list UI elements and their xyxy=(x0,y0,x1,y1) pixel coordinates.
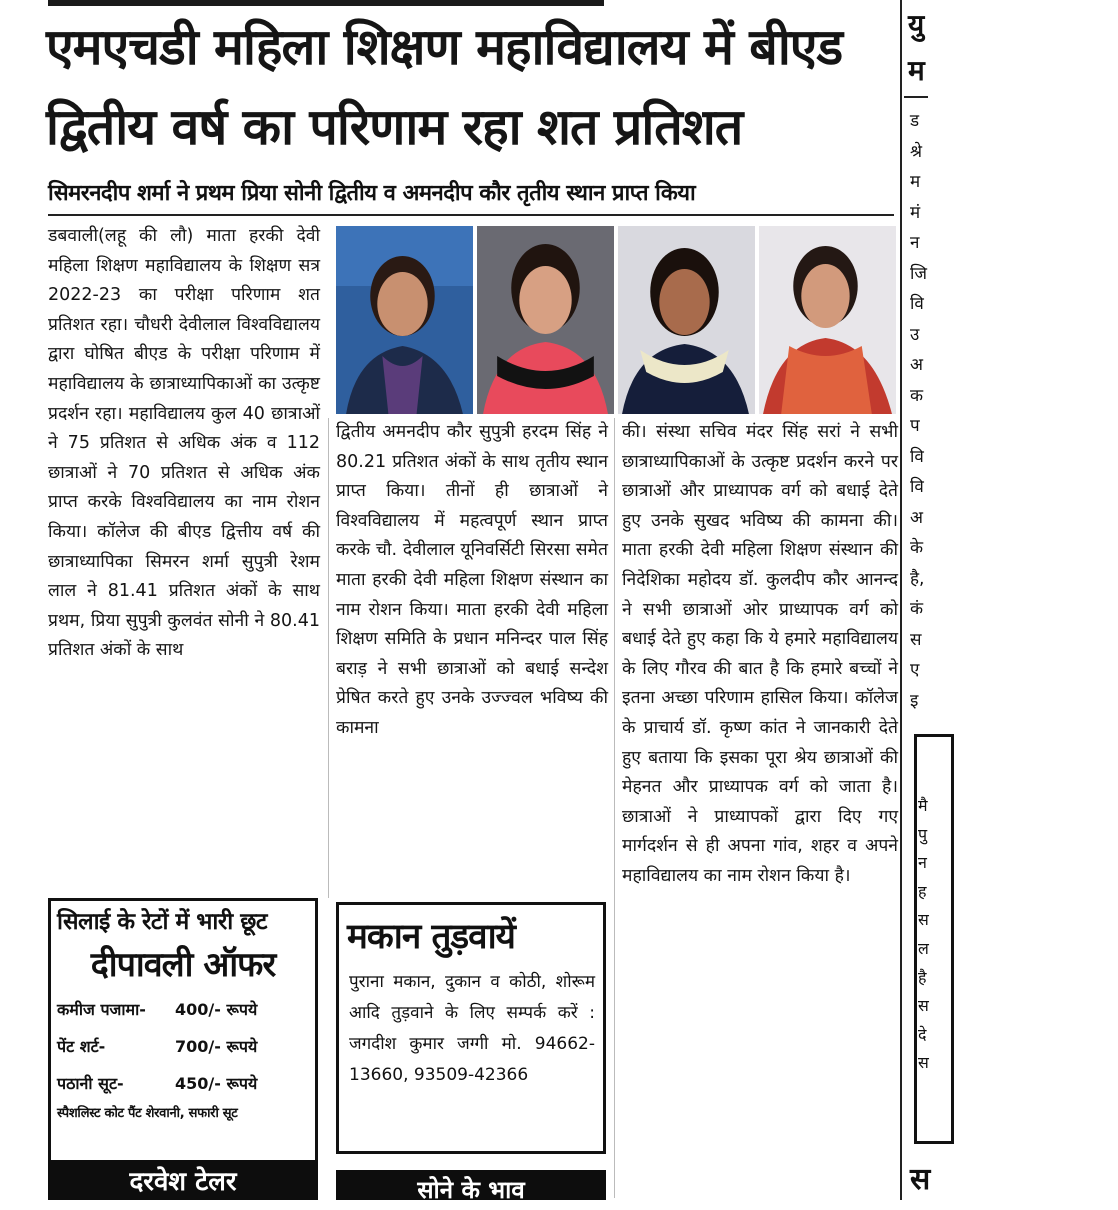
tailor-price-item: पठानी सूट- xyxy=(57,1074,124,1093)
adjacent-article-fragment xyxy=(900,0,931,1200)
column-divider-2 xyxy=(614,418,615,1198)
tailor-price-value: 400/- रूपये xyxy=(175,1000,258,1019)
tailor-price-row xyxy=(57,991,309,1028)
tailor-price-row xyxy=(57,1028,309,1065)
student-photos xyxy=(336,226,896,414)
tailor-ad-discount-line: सिलाई के रेटों में भारी छूट xyxy=(57,909,267,935)
tailor-ad-specialist-line: स्पैशलिस्ट कोट पैंट शेरवानी, सफारी सूट xyxy=(57,1106,238,1121)
column-divider-1 xyxy=(328,418,329,898)
adjacent-boxed-text-fragment: मै पु न ह स ल है स दे स xyxy=(918,796,929,1073)
adjacent-column-rule xyxy=(900,0,902,1200)
headline-line-2: द्वितीय वर्ष का परिणाम रहा शत प्रतिशत xyxy=(46,98,743,156)
article-column-2: द्वितीय अमनदीप कौर सुपुत्री हरदम सिंह ने 80.21 प्रतिशत अंकों के साथ तृतीय स्थान प्राप्त किया। तीनों ही छात्राओं ने विश्वविद्यालय में महत्वपूर्ण स्थान प्राप्त करके चौ. देवीलाल यूनिवर्सिटी सिरसा समेत माता हरकी देवी महिला शिक्षण संस्थान का नाम रोशन किया। माता हरकी देवी महिला शिक्षण समिति के प्रधान मनिन्दर पाल सिंह बराड़ ने सभी छात्राओं को बधाई सन्देश प्रेषित करते हुए उनके उज्ज्वल भविष्य की कामना xyxy=(336,422,608,738)
adjacent-headline-fragment-1: यु xyxy=(908,8,925,41)
tailor-price-value: 450/- रूपये xyxy=(175,1074,258,1093)
tailor-shop-name: दरवेश टेलर xyxy=(48,1160,318,1200)
demolition-advertisement xyxy=(336,902,606,1154)
tailor-price-item: पेंट शर्ट- xyxy=(57,1037,106,1056)
subheadline: सिमरनदीप शर्मा ने प्रथम प्रिया सोनी द्वितीय व अमनदीप कौर तृतीय स्थान प्राप्त किया xyxy=(48,181,696,206)
adjacent-bottom-heading-fragment: स xyxy=(910,1162,931,1197)
subheadline-rule xyxy=(48,214,894,216)
student-photo-simrandeep xyxy=(336,226,473,414)
article-column-1: डबवाली(लहू की लौ) माता हरकी देवी महिला शिक्षण महाविद्यालय के शिक्षण सत्र 2022-23 का परीक्षा परिणाम शत प्रतिशत रहा। चौधरी देवीलाल विश्वविद्यालय द्वारा घोषित बीएड के परीक्षा परिणाम में महाविद्यालय के छात्राध्यापिकाओं का उत्कृष्ट प्रदर्शन रहा। महाविद्यालय कुल 40 छात्राओं ने 75 प्रतिशत से अधिक अंक व 112 छात्राओं ने 70 प्रतिशत से अधिक अंक प्राप्त करके विश्वविद्यालय का नाम रोशन किया। कॉलेज की बीएड द्वित्तीय वर्ष की छात्राध्यापिका सिमरन शर्मा सुपुत्री रेशम लाल ने 81.41 प्रतिशत अंकों के साथ प्रथम, प्रिया सुपुत्री कुलवंत सोनी ने 80.41 प्रतिशत अंकों के साथ xyxy=(48,226,320,661)
demolition-ad-body: पुराना मकान, दुकान व कोठी, शोरूम आदि तुड़वाने के लिए सम्पर्क करें : जगदीश कुमार जग्गी मो. 94662-13660, 93509-42366 xyxy=(349,972,595,1085)
tailor-ad-offer-title: दीपावली ऑफर xyxy=(90,945,276,985)
student-photo-amandeep xyxy=(618,226,755,414)
tailor-advertisement xyxy=(48,898,318,1200)
headline-line-1: एमएचडी महिला शिक्षण महाविद्यालय में बीएड xyxy=(46,18,843,76)
demolition-ad-title: मकान तुड़वायें xyxy=(347,917,515,957)
tailor-price-item: कमीज पजामा- xyxy=(57,1000,146,1019)
adjacent-text-fragment: ड श्रे म मं न जि वि उ अ क प वि वि अ के है, कं स ए इ xyxy=(910,111,928,711)
gold-price-heading: सोने के भाव xyxy=(336,1170,606,1200)
top-rule xyxy=(48,0,604,6)
article-column-3: की। संस्था सचिव मंदर सिंह सरां ने सभी छात्राध्यापिकाओं के उत्कृष्ट प्रदर्शन करने पर छात्राओं और प्राध्यापक वर्ग को बधाई देते हुए उनके सुखद भविष्य की कामना की। माता हरकी देवी महिला शिक्षण संस्थान की निदेशिका महोदय डॉ. कुलदीप कौर आनन्द ने सभी छात्राओं ओर प्राध्यापक वर्ग को बधाई देते हुए कहा कि ये हमारे महाविद्यालय के लिए गौरव की बात है कि हमारे बच्चों ने इतना अच्छा परिणाम हासिल किया। कॉलेज के प्राचार्य डॉ. कृष्ण कांत ने जानकारी देते हुए बताया कि इसका पूरा श्रेय छात्राओं की मेहनत और प्राध्यापक वर्ग को जाता है। छात्राओं ने प्राध्यापकों द्वारा दिए गए मार्गदर्शन से ही अपना गांव, शहर व अपने महाविद्यालय का नाम रोशन किया है। xyxy=(622,422,898,886)
student-photo-fourth xyxy=(759,226,896,414)
tailor-price-value: 700/- रूपये xyxy=(175,1037,258,1056)
adjacent-headline-fragment-2: म xyxy=(908,54,925,87)
adjacent-headline-rule xyxy=(904,96,928,98)
student-photo-priya xyxy=(477,226,614,414)
tailor-price-row xyxy=(57,1065,309,1102)
